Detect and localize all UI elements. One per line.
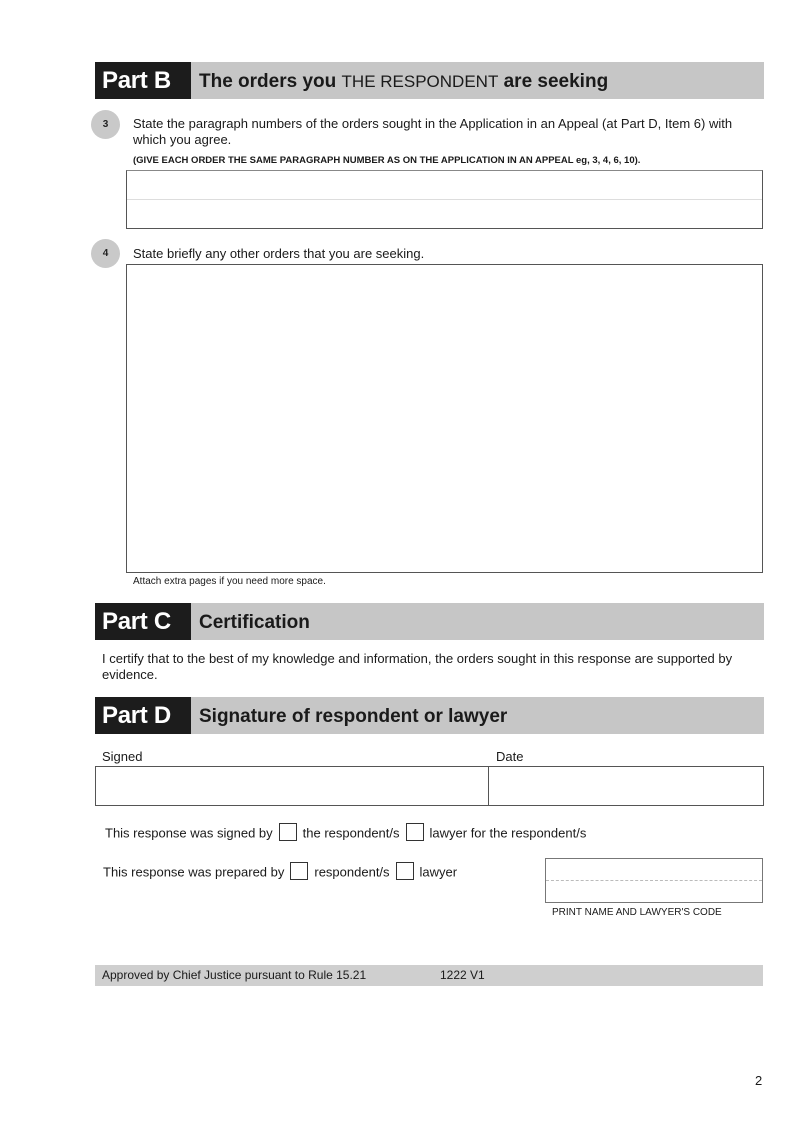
question-3-answer-field[interactable]	[126, 170, 763, 229]
signature-field[interactable]	[95, 766, 489, 806]
approval-text: Approved by Chief Justice pursuant to Rule 15.21	[102, 968, 367, 982]
signed-by-respondent-checkbox[interactable]	[279, 823, 297, 841]
part-d-title: Signature of respondent or lawyer	[199, 706, 508, 727]
question-3-text: State the paragraph numbers of the orders sought in the Application in an Appeal (at Part D, Item 6) with which you agree.	[133, 116, 733, 147]
date-label: Date	[496, 749, 524, 764]
prepared-by-respondent-label: respondent/s	[314, 864, 390, 880]
page-number: 2	[755, 1073, 763, 1088]
answer-guide-line	[127, 199, 762, 200]
part-c-title: Certification	[199, 612, 310, 633]
extra-pages-note: Attach extra pages if you need more space.	[133, 576, 326, 587]
signed-label: Signed	[102, 749, 143, 764]
prepared-by-lawyer-checkbox[interactable]	[396, 862, 414, 880]
question-4-answer-field[interactable]	[126, 264, 763, 573]
prepared-by-lawyer-label: lawyer	[419, 864, 458, 880]
part-b-title-1: The orders you	[199, 71, 337, 92]
part-b-title-2: are seeking	[503, 71, 609, 92]
part-b-title	[199, 62, 608, 99]
question-3-number: 3	[91, 110, 120, 139]
part-b-header	[95, 62, 764, 99]
prepared-by-label: This response was prepared by	[103, 864, 285, 880]
print-name-divider	[546, 880, 762, 881]
certification-text: I certify that to the best of my knowledge and information, the orders sought in this response are supported by evidence.	[102, 651, 733, 682]
signed-by-lawyer-checkbox[interactable]	[406, 823, 424, 841]
part-c-label: Part C	[95, 603, 191, 640]
question-3-instruction: (GIVE EACH ORDER THE SAME PARAGRAPH NUMBER AS ON THE APPLICATION IN AN APPEAL eg, 3, 4, 6, 10).	[133, 155, 641, 166]
signed-by-label: This response was signed by	[105, 825, 273, 841]
question-4-number: 4	[91, 239, 120, 268]
part-c-header	[95, 603, 764, 640]
print-name-field[interactable]	[545, 858, 763, 903]
print-name-label: PRINT NAME AND LAWYER'S CODE	[552, 907, 722, 918]
prepared-by-row	[103, 864, 457, 882]
signed-by-respondent-label: the respondent/s	[302, 825, 400, 841]
part-d-label: Part D	[95, 697, 191, 734]
signed-by-row	[105, 825, 586, 843]
prepared-by-respondent-checkbox[interactable]	[290, 862, 308, 880]
date-field[interactable]	[488, 766, 764, 806]
signed-by-lawyer-label: lawyer for the respondent/s	[429, 825, 587, 841]
part-b-label: Part B	[95, 62, 191, 99]
part-d-header	[95, 697, 764, 734]
form-version: 1222 V1	[440, 968, 485, 982]
part-b-title-caps: THE RESPONDENT	[341, 72, 499, 91]
footer-bar	[95, 965, 763, 986]
question-4-text: State briefly any other orders that you are seeking.	[133, 246, 425, 261]
